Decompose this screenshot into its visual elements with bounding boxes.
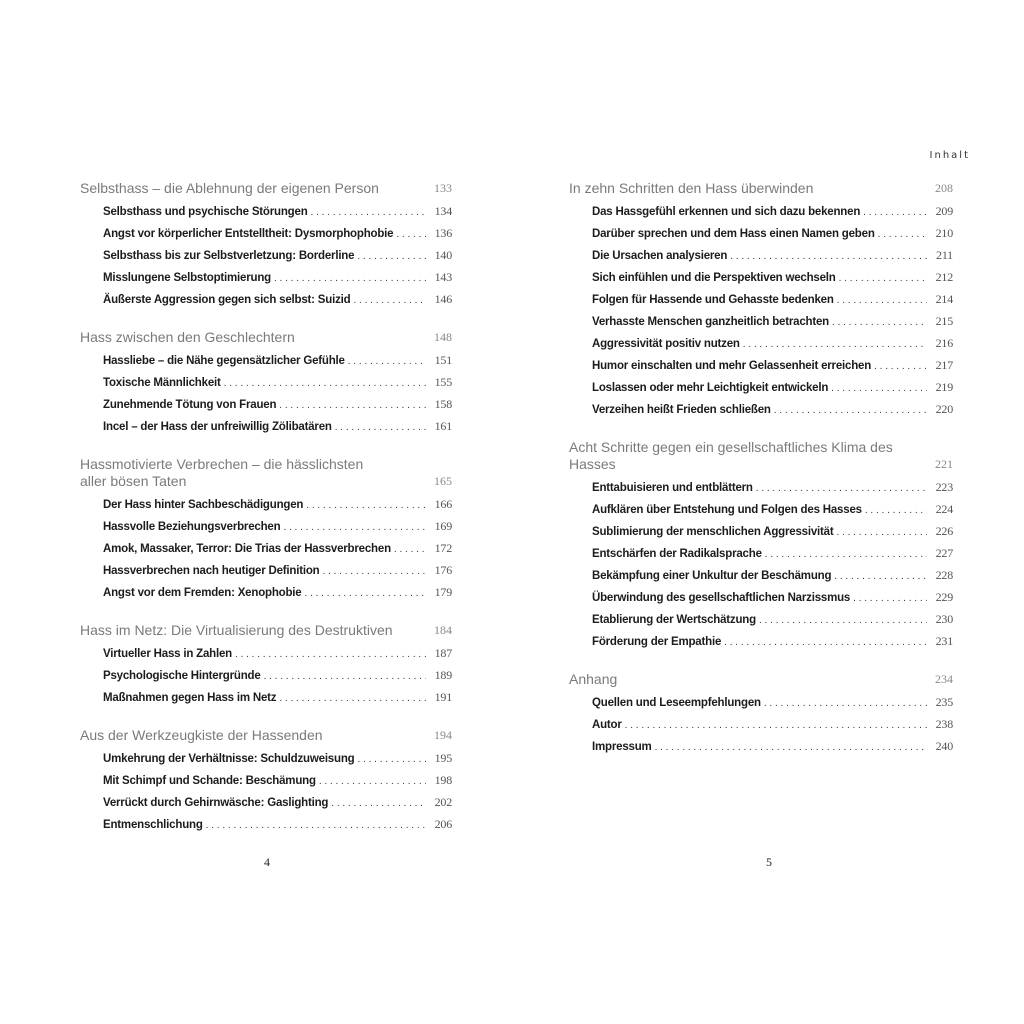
dot-leader (878, 224, 927, 246)
toc-entry[interactable] (592, 542, 953, 564)
chapter-heading[interactable] (80, 724, 452, 747)
entry-page-number: 155 (434, 375, 452, 389)
dot-leader (319, 771, 426, 793)
toc-entry[interactable] (103, 493, 452, 515)
dot-leader (224, 373, 426, 395)
entry-page-number: 228 (935, 568, 953, 582)
entry-page-number: 187 (434, 646, 452, 660)
toc-entry[interactable] (103, 515, 452, 537)
toc-entry[interactable] (592, 332, 953, 354)
entry-page-number: 214 (935, 292, 953, 306)
entry-page-number: 134 (434, 204, 452, 218)
entry-title: Verzeihen heißt Frieden schließen (592, 404, 771, 416)
toc-entry[interactable] (592, 354, 953, 376)
page-number-right: 5 (766, 855, 772, 869)
entry-title: Äußerste Aggression gegen sich selbst: Suizid (103, 294, 351, 306)
entry-title: Selbsthass bis zur Selbstverletzung: Borderline (103, 250, 355, 262)
entry-page-number: 219 (935, 380, 953, 394)
dot-leader (279, 395, 426, 417)
entry-page-number: 206 (434, 817, 452, 831)
entry-page-number: 140 (434, 248, 452, 262)
entry-page-number: 172 (434, 541, 452, 555)
dot-leader (730, 246, 927, 268)
entry-title: Hassliebe – die Nähe gegensätzlicher Gefühle (103, 355, 345, 367)
toc-entry[interactable] (103, 371, 452, 393)
dot-leader (839, 268, 927, 290)
entry-page-number: 161 (434, 419, 452, 433)
entry-title: Psychologische Hintergründe (103, 670, 261, 682)
chapter-heading[interactable] (569, 177, 953, 200)
dot-leader (863, 202, 927, 224)
chapter-page-number: 148 (434, 330, 452, 344)
toc-entry[interactable] (592, 564, 953, 586)
toc-section (80, 177, 452, 310)
toc-entry[interactable] (103, 222, 452, 244)
entry-title: Misslungene Selbstoptimierung (103, 272, 271, 284)
entry-title: Loslassen oder mehr Leichtigkeit entwickeln (592, 382, 829, 394)
entry-page-number: 209 (935, 204, 953, 218)
chapter-title: In zehn Schritten den Hass überwinden (569, 180, 814, 196)
dot-leader (357, 246, 426, 268)
toc-entry[interactable] (592, 520, 953, 542)
toc-entry[interactable] (592, 630, 953, 652)
entry-title: Hassvolle Beziehungsverbrechen (103, 521, 281, 533)
page-number-left: 4 (264, 855, 270, 869)
dot-leader (865, 500, 927, 522)
toc-entry[interactable] (592, 608, 953, 630)
entry-page-number: 158 (434, 397, 452, 411)
entry-title: Die Ursachen analysieren (592, 250, 728, 262)
entry-title: Selbsthass und psychische Störungen (103, 206, 308, 218)
toc-entry[interactable] (103, 581, 452, 603)
chapter-heading[interactable] (80, 177, 452, 200)
dot-leader (394, 539, 426, 561)
dot-leader (756, 478, 927, 500)
toc-entry[interactable] (592, 476, 953, 498)
entry-title: Entschärfen der Radikalsprache (592, 548, 762, 560)
toc-entry[interactable] (592, 735, 953, 757)
entry-page-number: 227 (935, 546, 953, 560)
toc-entry[interactable] (103, 266, 452, 288)
dot-leader (283, 517, 426, 539)
dot-leader (335, 417, 426, 439)
dot-leader (274, 268, 426, 290)
chapter-page-number: 234 (935, 672, 953, 686)
entry-page-number: 215 (935, 314, 953, 328)
entry-title: Sublimierung der menschlichen Aggressivität (592, 526, 834, 538)
entry-title: Sich einfühlen und die Perspektiven wechseln (592, 272, 836, 284)
entry-page-number: 223 (935, 480, 953, 494)
toc-entry[interactable] (103, 415, 452, 437)
dot-leader (306, 495, 426, 517)
chapter-heading[interactable] (80, 326, 452, 349)
dot-leader (655, 737, 927, 759)
entry-title: Förderung der Empathie (592, 636, 722, 648)
entry-title: Verhasste Menschen ganzheitlich betrachten (592, 316, 830, 328)
entry-page-number: 198 (434, 773, 452, 787)
entry-title: Quellen und Leseempfehlungen (592, 697, 761, 709)
toc-entry[interactable] (103, 537, 452, 559)
entry-page-number: 143 (434, 270, 452, 284)
chapter-heading[interactable] (569, 668, 953, 691)
dot-leader (625, 715, 927, 737)
dot-leader (323, 561, 426, 583)
entry-title: Bekämpfung einer Unkultur der Beschämung (592, 570, 832, 582)
entry-title: Toxische Männlichkeit (103, 377, 221, 389)
chapter-title: Aus der Werkzeugkiste der Hassenden (80, 727, 323, 743)
entry-title: Enttabuisieren und entblättern (592, 482, 753, 494)
dot-leader (331, 793, 426, 815)
entry-page-number: 191 (434, 690, 452, 704)
entry-page-number: 189 (434, 668, 452, 682)
toc-entry[interactable] (592, 713, 953, 735)
entry-page-number: 136 (434, 226, 452, 240)
entry-page-number: 202 (434, 795, 452, 809)
chapter-page-number: 208 (935, 181, 953, 195)
dot-leader (348, 351, 426, 373)
dot-leader (836, 522, 927, 544)
entry-title: Folgen für Hassende und Gehasste bedenken (592, 294, 834, 306)
toc-section (569, 436, 953, 652)
toc-entry[interactable] (103, 393, 452, 415)
entry-page-number: 240 (935, 739, 953, 753)
dot-leader (765, 544, 927, 566)
toc-entry[interactable] (592, 498, 953, 520)
toc-entry[interactable] (103, 559, 452, 581)
dot-leader (724, 632, 927, 654)
dot-leader (774, 400, 927, 422)
toc-section (80, 326, 452, 437)
dot-leader (764, 693, 927, 715)
entry-page-number: 216 (935, 336, 953, 350)
entry-title: Humor einschalten und mehr Gelassenheit erreichen (592, 360, 872, 372)
dot-leader (837, 290, 927, 312)
entry-title: Verrückt durch Gehirnwäsche: Gaslighting (103, 797, 329, 809)
chapter-page-number: 194 (434, 728, 452, 742)
dot-leader (832, 312, 927, 334)
dot-leader (264, 666, 426, 688)
table-of-contents-left (80, 177, 452, 851)
dot-leader (831, 378, 927, 400)
dot-leader (311, 202, 426, 224)
toc-entry[interactable] (592, 310, 953, 332)
dot-leader (853, 588, 927, 610)
chapter-title: Hassmotivierte Verbrechen – die hässlichsten aller bösen Taten (80, 456, 364, 489)
table-of-contents-right (569, 177, 953, 773)
dot-leader (353, 290, 426, 312)
chapter-page-number: 184 (434, 623, 452, 637)
toc-section (80, 619, 452, 708)
toc-section (569, 177, 953, 420)
entry-title: Entmenschlichung (103, 819, 203, 831)
toc-entry[interactable] (103, 686, 452, 708)
entry-title: Etablierung der Wertschätzung (592, 614, 756, 626)
entry-page-number: 211 (936, 248, 953, 262)
toc-entry[interactable] (103, 642, 452, 664)
dot-leader (874, 356, 927, 378)
entry-title: Das Hassgefühl erkennen und sich dazu bekennen (592, 206, 861, 218)
entry-title: Der Hass hinter Sachbeschädigungen (103, 499, 304, 511)
entry-title: Impressum (592, 741, 652, 753)
entry-title: Zunehmende Tötung von Frauen (103, 399, 277, 411)
entry-page-number: 226 (935, 524, 953, 538)
dot-leader (235, 644, 426, 666)
toc-section (569, 668, 953, 757)
toc-entry[interactable] (592, 244, 953, 266)
entry-page-number: 195 (434, 751, 452, 765)
dot-leader (279, 688, 426, 710)
entry-title: Hassverbrechen nach heutiger Definition (103, 565, 320, 577)
toc-entry[interactable] (592, 691, 953, 713)
toc-entry[interactable] (592, 376, 953, 398)
entry-page-number: 176 (434, 563, 452, 577)
entry-title: Autor (592, 719, 622, 731)
entry-title: Darüber sprechen und dem Hass einen Namen geben (592, 228, 875, 240)
chapter-title: Acht Schritte gegen ein gesellschaftliches Klima des Hasses (569, 439, 893, 472)
entry-page-number: 238 (935, 717, 953, 731)
toc-entry[interactable] (592, 266, 953, 288)
entry-title: Angst vor körperlicher Entstelltheit: Dysmorphophobie (103, 228, 394, 240)
toc-entry[interactable] (592, 222, 953, 244)
entry-page-number: 210 (935, 226, 953, 240)
toc-entry[interactable] (103, 747, 452, 769)
entry-page-number: 229 (935, 590, 953, 604)
toc-section (80, 453, 452, 603)
entry-page-number: 212 (935, 270, 953, 284)
entry-page-number: 146 (434, 292, 452, 306)
dot-leader (357, 749, 426, 771)
chapter-heading[interactable] (80, 619, 452, 642)
dot-leader (305, 583, 426, 605)
entry-title: Incel – der Hass der unfreiwillig Zölibatären (103, 421, 332, 433)
entry-page-number: 169 (434, 519, 452, 533)
entry-page-number: 179 (434, 585, 452, 599)
dot-leader (396, 224, 426, 246)
entry-title: Mit Schimpf und Schande: Beschämung (103, 775, 316, 787)
toc-entry[interactable] (103, 769, 452, 791)
chapter-title: Anhang (569, 671, 618, 687)
chapter-title: Hass zwischen den Geschlechtern (80, 329, 295, 345)
toc-entry[interactable] (103, 200, 452, 222)
entry-page-number: 230 (935, 612, 953, 626)
chapter-title: Hass im Netz: Die Virtualisierung des Destruktiven (80, 622, 393, 638)
entry-page-number: 166 (434, 497, 452, 511)
chapter-heading[interactable] (569, 436, 953, 476)
entry-page-number: 235 (935, 695, 953, 709)
toc-entry[interactable] (103, 791, 452, 813)
entry-title: Maßnahmen gegen Hass im Netz (103, 692, 277, 704)
toc-entry[interactable] (103, 244, 452, 266)
chapter-page-number: 133 (434, 181, 452, 195)
entry-page-number: 231 (935, 634, 953, 648)
running-head: Inhalt (929, 150, 970, 161)
dot-leader (206, 815, 426, 837)
toc-entry[interactable] (592, 288, 953, 310)
toc-entry[interactable] (103, 813, 452, 835)
chapter-heading[interactable] (80, 453, 452, 493)
entry-title: Amok, Massaker, Terror: Die Trias der Hassverbrechen (103, 543, 391, 555)
chapter-page-number: 165 (434, 474, 452, 488)
toc-section (80, 724, 452, 835)
entry-title: Virtueller Hass in Zahlen (103, 648, 233, 660)
entry-title: Angst vor dem Fremden: Xenophobie (103, 587, 302, 599)
entry-page-number: 220 (935, 402, 953, 416)
toc-entry[interactable] (592, 398, 953, 420)
right-page (512, 0, 1024, 1024)
toc-entry[interactable] (103, 664, 452, 686)
toc-entry[interactable] (592, 200, 953, 222)
dot-leader (834, 566, 927, 588)
chapter-page-number: 221 (935, 457, 953, 471)
dot-leader (743, 334, 927, 356)
chapter-title: Selbsthass – die Ablehnung der eigenen Person (80, 180, 379, 196)
toc-entry[interactable] (103, 349, 452, 371)
entry-page-number: 224 (935, 502, 953, 516)
entry-title: Umkehrung der Verhältnisse: Schuldzuweisung (103, 753, 355, 765)
entry-title: Überwindung des gesellschaftlichen Narzissmus (592, 592, 851, 604)
entry-page-number: 151 (434, 353, 452, 367)
dot-leader (759, 610, 927, 632)
entry-page-number: 217 (935, 358, 953, 372)
toc-entry[interactable] (592, 586, 953, 608)
toc-entry[interactable] (103, 288, 452, 310)
entry-title: Aggressivität positiv nutzen (592, 338, 740, 350)
entry-title: Aufklären über Entstehung und Folgen des Hasses (592, 504, 862, 516)
